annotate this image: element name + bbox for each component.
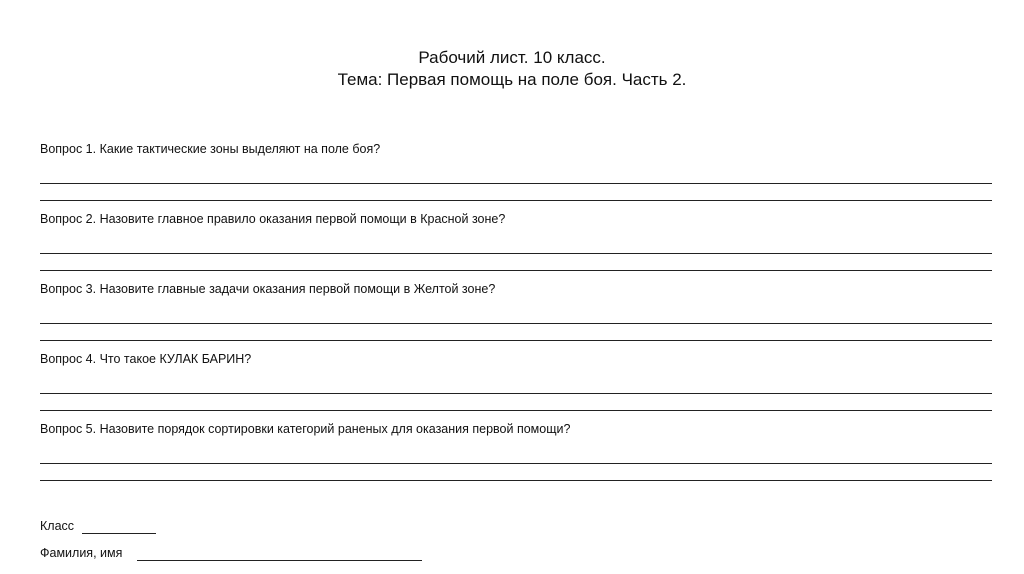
question-2: Вопрос 2. Назовите главное правило оказания первой помощи в Красной зоне? xyxy=(40,212,506,226)
worksheet-title: Рабочий лист. 10 класс. xyxy=(418,48,606,67)
question-5: Вопрос 5. Назовите порядок сортировки категорий раненых для оказания первой помощи? xyxy=(40,422,571,436)
answer-line-1a[interactable] xyxy=(40,183,992,184)
answer-line-1b[interactable] xyxy=(40,200,992,201)
answer-line-5a[interactable] xyxy=(40,463,992,464)
question-3: Вопрос 3. Назовите главные задачи оказания первой помощи в Желтой зоне? xyxy=(40,282,496,296)
class-label: Класс xyxy=(40,519,75,533)
answer-line-4a[interactable] xyxy=(40,393,992,394)
answer-line-3a[interactable] xyxy=(40,323,992,324)
answer-line-4b[interactable] xyxy=(40,410,992,411)
question-1: Вопрос 1. Какие тактические зоны выделяют на поле боя? xyxy=(40,142,381,156)
answer-line-3b[interactable] xyxy=(40,340,992,341)
worksheet-topic: Тема: Первая помощь на поле боя. Часть 2. xyxy=(337,70,687,89)
name-label: Фамилия, имя xyxy=(40,546,123,560)
answer-line-2a[interactable] xyxy=(40,253,992,254)
answer-line-5b[interactable] xyxy=(40,480,992,481)
class-field[interactable] xyxy=(82,533,156,534)
answer-line-2b[interactable] xyxy=(40,270,992,271)
question-4: Вопрос 4. Что такое КУЛАК БАРИН? xyxy=(40,352,252,366)
name-field[interactable] xyxy=(137,560,422,561)
